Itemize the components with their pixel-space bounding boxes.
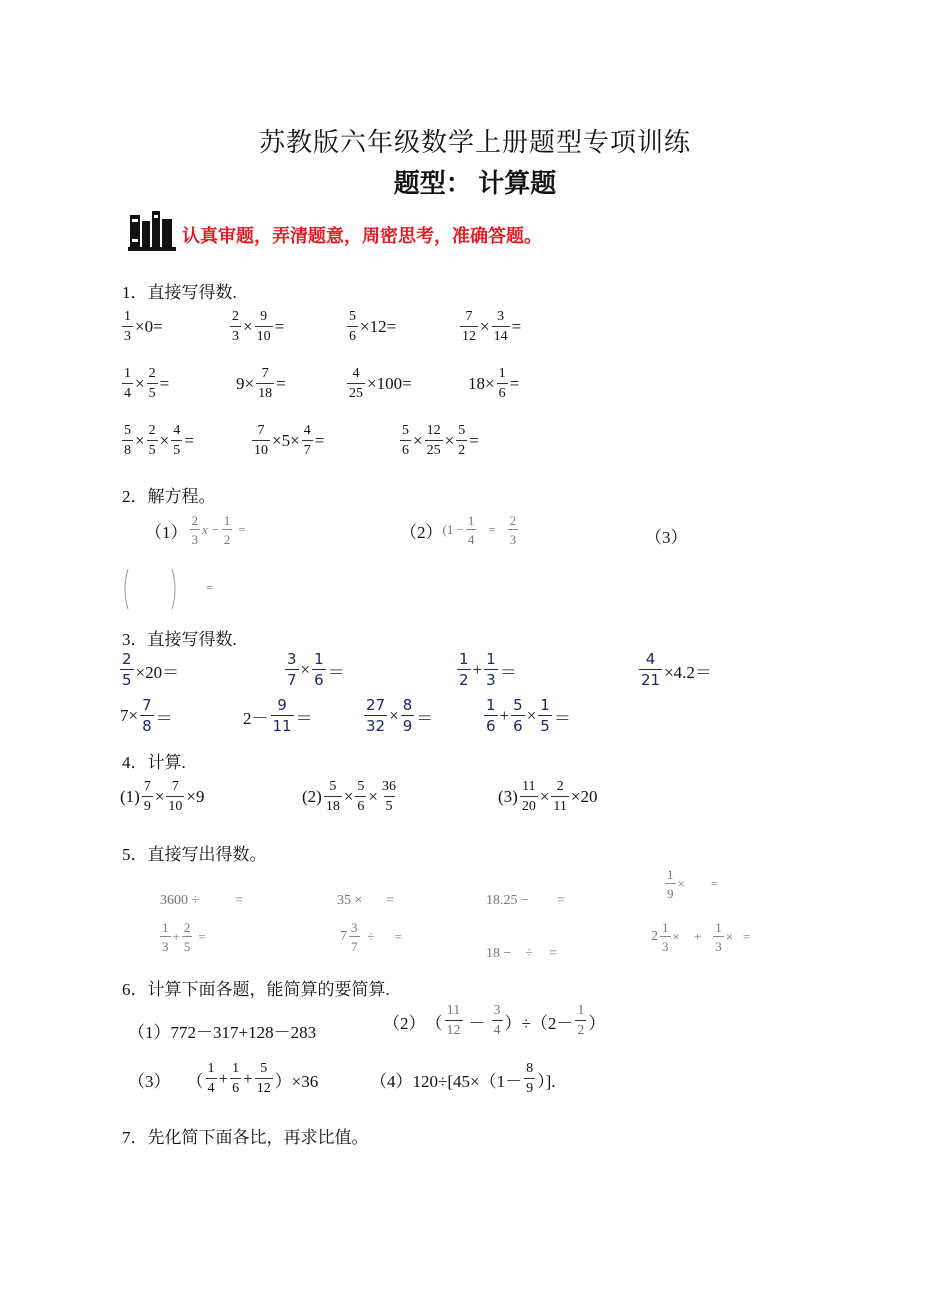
q5-title: 5．直接写出得数。 [122,845,267,864]
q1-expr-9: $\frac{5}{8}$ × $\frac{2}{5}$ × $\frac{4}{5}$ = [124,423,194,458]
q3-expr-3: $\frac{1}{2}$ + $\frac{1}{3}$ ＝ [459,650,517,689]
q5-expr-8: 2 $\frac{1}{3}$ × + $\frac{1}{3}$ × = [651,920,751,954]
q3-expr-7: $\frac{27}{32}$ × $\frac{8}{9}$ ＝ [366,696,434,735]
q3-expr-5: 7× $\frac{7}{8}$ ＝ [120,696,173,735]
q2-eq-3-brackets [120,565,182,613]
q6-expr-1: （1）772－317+128－283 [128,1023,317,1042]
q4-title: 4．计算. [122,753,186,772]
q1-expr-6: 9× $\frac{7}{18}$ = [236,366,286,401]
q6-title: 6．计算下面各题，能简算的要简算. [122,980,390,999]
q6-expr-3: （3） （ $\frac{1}{4}$ + $\frac{1}{6}$ + $\frac{5}{12}$ ）×36 [128,1061,319,1096]
q3-expr-6: 2－ $\frac{9}{11}$ ＝ [243,696,313,735]
q5-expr-7: 18 − ÷ = [486,946,557,961]
q1-expr-7: $\frac{4}{25}$ ×100= [349,366,412,401]
q1-expr-5: $\frac{1}{4}$ × $\frac{2}{5}$ = [124,366,170,401]
q2-title: 2．解方程。 [122,487,216,506]
page-subtitle: 题型： 计算题 [393,169,557,198]
q5-expr-5: $\frac{1}{3}$ + $\frac{2}{5}$ = [162,920,206,954]
q2-eq-2: （2） (1 − $\frac{1}{4}$ = $\frac{2}{3}$ [400,513,517,547]
q1-expr-10: $\frac{7}{10}$ ×5× $\frac{4}{7}$ = [254,423,325,458]
q4-expr-3: (3) $\frac{11}{20}$ × $\frac{2}{11}$ ×20 [498,779,598,814]
q3-title: 3．直接写得数. [122,630,237,649]
q6-expr-4: （4）120÷[45×（1－ $\frac{8}{9}$ ）]. [370,1061,556,1096]
q1-expr-4: $\frac{7}{12}$ × $\frac{3}{14}$ = [462,309,522,344]
q2-eq-1: （1） $\frac{2}{3}$ x − $\frac{1}{2}$ = [145,513,246,547]
motto-text: 认真审题，弄清题意，周密思考，准确答题。 [182,226,542,247]
q5-expr-4: $\frac{1}{9}$ × = [667,867,719,901]
q5-expr-1: 3600 ÷ = [160,893,244,908]
q2-eq-3-equals: = [206,580,214,595]
q5-expr-3: 18.25 − = [486,893,565,908]
q1-expr-2: $\frac{2}{3}$ × $\frac{9}{10}$ = [232,309,285,344]
q3-expr-1: $\frac{2}{5}$ ×20＝ [122,650,180,689]
q1-expr-3: $\frac{5}{6}$ ×12= [349,309,397,344]
q4-expr-1: (1) $\frac{7}{9}$ × $\frac{7}{10}$ ×9 [120,779,205,814]
q1-title: 1．直接写得数. [122,283,237,302]
q1-expr-1: $\frac{1}{3}$ ×0= [124,309,163,344]
q5-expr-2: 35 × = [337,893,395,908]
books-icon [128,209,176,251]
q3-expr-4: $\frac{4}{21}$ ×4.2＝ [641,650,712,689]
q6-expr-2: （2） （ $\frac{11}{12}$ － $\frac{3}{4}$ ）÷（2－ $\frac{1}{2}$ ） [383,1003,606,1038]
q1-expr-11: $\frac{5}{6}$ × $\frac{12}{25}$ × $\frac{5}{2}$ = [402,423,479,458]
q3-expr-8: $\frac{1}{6}$ + $\frac{5}{6}$ × $\frac{1}{5}$ ＝ [486,696,571,735]
page-title: 苏教版六年级数学上册题型专项训练 [258,128,691,157]
q2-eq-3-label: （3） [645,528,688,547]
q1-expr-8: 18× $\frac{1}{6}$ = [468,366,520,401]
q3-expr-2: $\frac{3}{7}$ × $\frac{1}{6}$ ＝ [287,650,345,689]
q4-expr-2: (2) $\frac{5}{18}$ × $\frac{5}{6}$ × $\frac{36}{5}$ [302,779,397,814]
q5-expr-6: 7 $\frac{3}{7}$ ÷ = [340,920,402,954]
q7-title: 7．先化简下面各比，再求比值。 [122,1128,369,1147]
